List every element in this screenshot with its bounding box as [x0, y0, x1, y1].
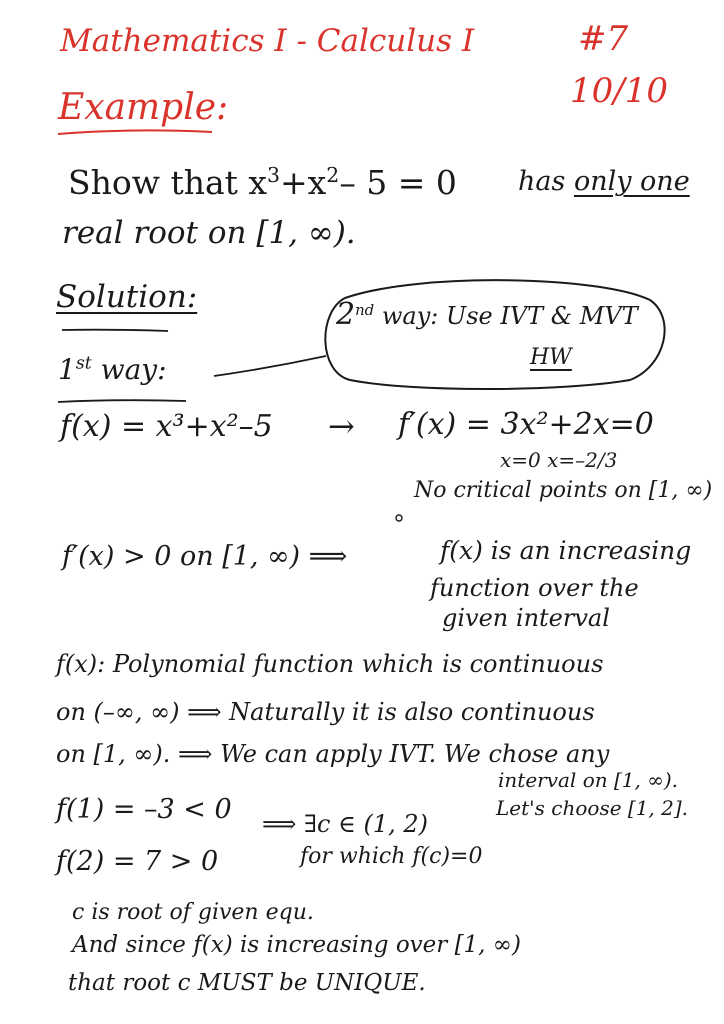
second-way-number: 2 [336, 297, 356, 332]
exp-2: 2 [326, 163, 340, 187]
f-of-2: f(2) = 7 > 0 [56, 846, 219, 877]
score: 10/10 [570, 71, 668, 111]
increasing-line-1: f(x) is an increasing [440, 536, 692, 565]
example-label: Example: [58, 87, 229, 128]
implies-arrow: → [328, 407, 355, 445]
interval-line-1: interval on [1, ∞). [498, 768, 679, 792]
problem-lead: Show that x [68, 163, 268, 202]
problem-tail: – 5 = 0 [339, 163, 457, 202]
conclusion-line-3: that root c MUST be UNIQUE. [68, 970, 426, 996]
first-way-underline [58, 400, 186, 402]
example-underline [58, 130, 212, 134]
interval-line-2: Let's choose [1, 2]. [496, 796, 689, 820]
course-title: Mathematics I - Calculus I [60, 23, 475, 59]
exists-c: ⟹ ∃c ∈ (1, 2) [262, 810, 429, 838]
second-way-oval [325, 280, 664, 389]
problem-line-2: real root on [1, ∞). [62, 215, 356, 251]
problem-mid: +x [280, 163, 327, 202]
for-which: for which f(c)=0 [300, 844, 483, 869]
polynomial-line-1: f(x): Polynomial function which is continuous [56, 650, 604, 678]
hw-label: HW [530, 345, 572, 370]
polynomial-line-2: on (–∞, ∞) ⟹ Naturally it is also continuous [56, 698, 595, 726]
critical-roots: x=0 x=–2/3 [500, 448, 618, 472]
first-way-sup: st [75, 353, 92, 374]
f-of-1: f(1) = –3 < 0 [56, 794, 232, 825]
increasing-line-3: given interval [442, 604, 610, 632]
only-one-underlined: only one [573, 166, 690, 197]
has-word: has [518, 166, 566, 197]
polynomial-line-3: on [1, ∞). ⟹ We can apply IVT. We chose any [56, 740, 610, 768]
first-way-number: 1 [58, 353, 76, 386]
derivative-positive: f′(x) > 0 on [1, ∞) ⟹ [62, 541, 348, 572]
conclusion-line-1: c is root of given equ. [72, 900, 314, 925]
page-number: #7 [578, 19, 629, 59]
second-way-text: way: Use IVT & MVT [381, 302, 638, 330]
derivative-equation: f′(x) = 3x²+2x=0 [398, 407, 654, 442]
exp-3: 3 [267, 163, 281, 187]
connector-line [214, 356, 326, 376]
bullet-dot [396, 515, 402, 521]
second-way-sup: nd [355, 301, 375, 319]
solution-underline-2 [62, 330, 168, 331]
solution-label: Solution: [56, 279, 198, 315]
no-critical-points: No critical points on [1, ∞) [414, 478, 713, 503]
conclusion-line-2: And since f(x) is increasing over [1, ∞) [72, 932, 521, 958]
first-way-text: way: [100, 353, 167, 386]
function-definition: f(x) = x³+x²–5 [60, 409, 273, 444]
increasing-line-2: function over the [430, 574, 639, 602]
